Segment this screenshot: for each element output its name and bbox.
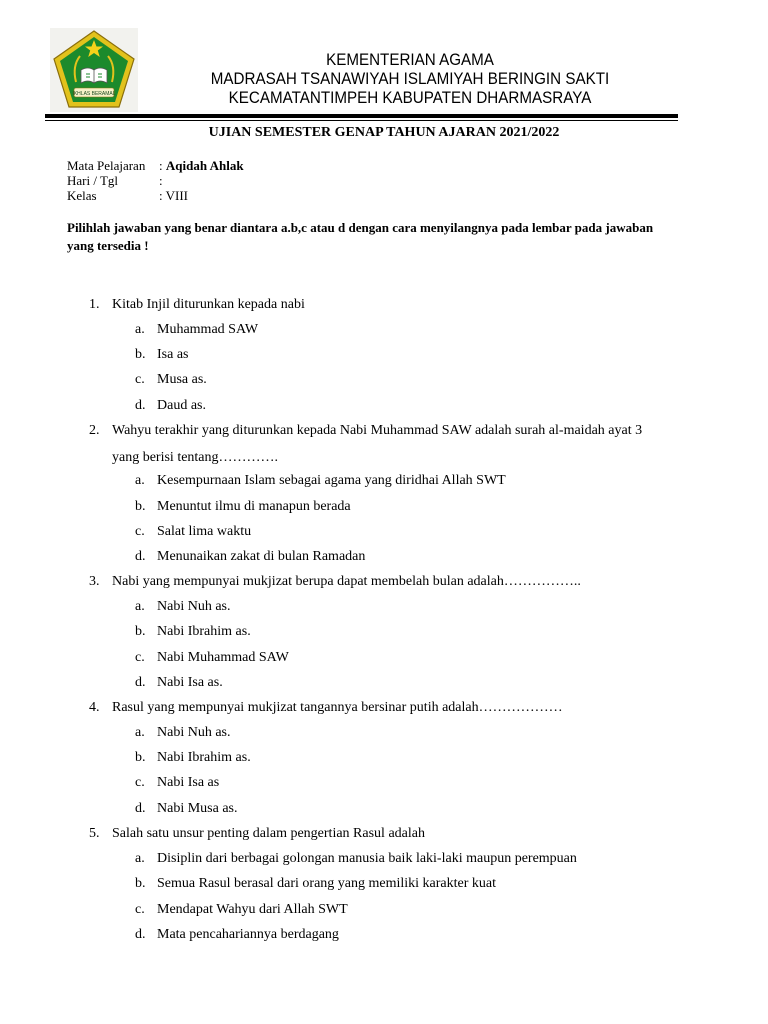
- question-1: [89, 296, 305, 314]
- exam-title: UJIAN SEMESTER GENAP TAHUN AJARAN 2021/2022: [208, 125, 560, 140]
- meta-date-label: Hari / Tgl: [67, 173, 119, 188]
- meta-class-value: : VIII: [159, 188, 189, 203]
- question-text: Kitab Injil diturunkan kepada nabi: [112, 297, 305, 312]
- meta-class-label: Kelas: [67, 188, 97, 203]
- question-3-option-b: b. Nabi Ibrahim as.: [135, 624, 251, 639]
- logo-motto: IKHLAS BERAMAL: [72, 91, 116, 97]
- meta-date-row: [67, 173, 163, 188]
- question-1-option-b: b. Isa as: [135, 347, 189, 362]
- question-5-option-b: b. Semua Rasul berasal dari orang yang memiliki karakter kuat: [135, 876, 497, 891]
- question-5-option-d: d. Mata pencahariannya berdagang: [135, 927, 339, 942]
- instructions: Pilihlah jawaban yang benar diantara a.b,c atau d dengan cara menyilangnya pada lembar pada jawaban yang tersedia !: [67, 220, 654, 253]
- question-text: Rasul yang mempunyai mukjizat tangannya bersinar putih adalah………………: [112, 700, 563, 715]
- question-number: 5.: [89, 826, 100, 841]
- question-4-option-a: a. Nabi Nuh as.: [135, 725, 231, 740]
- question-number: 3.: [89, 574, 100, 589]
- question-text: Wahyu terakhir yang diturunkan kepada Nabi Muhammad SAW adalah surah al-maidah ayat 3: [112, 423, 643, 438]
- question-1-option-c: c. Musa as.: [135, 372, 207, 387]
- meta-class-row: [67, 188, 188, 203]
- question-text: Salah satu unsur penting dalam pengertian Rasul adalah: [112, 826, 425, 841]
- header-school-address: KECAMATANTIMPEH KABUPATEN DHARMASRAYA: [228, 89, 592, 107]
- ministry-of-religious-affairs-logo: [50, 28, 138, 112]
- question-4-option-c: c. Nabi Isa as: [135, 775, 220, 790]
- question-number: 4.: [89, 700, 100, 715]
- question-5: [89, 825, 425, 843]
- question-3: [89, 573, 581, 591]
- meta-subject-sep: :: [159, 158, 163, 173]
- question-number: 2.: [89, 423, 100, 438]
- header-divider-thick: [45, 114, 678, 118]
- question-2: [89, 422, 642, 440]
- question-3-option-c: c. Nabi Muhammad SAW: [135, 650, 289, 665]
- meta-subject-value: Aqidah Ahlak: [165, 158, 244, 173]
- question-number: 1.: [89, 297, 100, 312]
- question-4-option-b: b. Nabi Ibrahim as.: [135, 750, 251, 765]
- question-4: [89, 699, 563, 717]
- meta-subject-row: [67, 158, 244, 173]
- question-4-option-d: d. Nabi Musa as.: [135, 801, 238, 816]
- question-2-option-b: b. Menuntut ilmu di manapun berada: [135, 499, 351, 514]
- header-divider-thin: [45, 120, 678, 121]
- question-3-option-a: a. Nabi Nuh as.: [135, 599, 231, 614]
- question-1-option-a: a. Muhammad SAW: [135, 322, 259, 337]
- question-2-option-c: c. Salat lima waktu: [135, 524, 252, 539]
- question-5-option-a: a. Disiplin dari berbagai golongan manusia baik laki-laki maupun perempuan: [135, 851, 577, 866]
- question-5-option-c: c. Mendapat Wahyu dari Allah SWT: [135, 902, 348, 917]
- meta-date-sep: :: [159, 173, 163, 188]
- meta-subject-label: Mata Pelajaran: [67, 158, 146, 173]
- question-3-option-d: d. Nabi Isa as.: [135, 675, 223, 690]
- question-2-option-d: d. Menunaikan zakat di bulan Ramadan: [135, 549, 366, 564]
- question-2-continuation: yang berisi tentang………….: [112, 450, 279, 465]
- question-2-option-a: a. Kesempurnaan Islam sebagai agama yang diridhai Allah SWT: [135, 473, 506, 488]
- question-1-option-d: d. Daud as.: [135, 398, 206, 413]
- header-ministry: KEMENTERIAN AGAMA: [326, 51, 494, 69]
- question-text: Nabi yang mempunyai mukjizat berupa dapat membelah bulan adalah……………..: [112, 574, 581, 589]
- header-school-name: MADRASAH TSANAWIYAH ISLAMIYAH BERINGIN SAKTI: [210, 70, 610, 88]
